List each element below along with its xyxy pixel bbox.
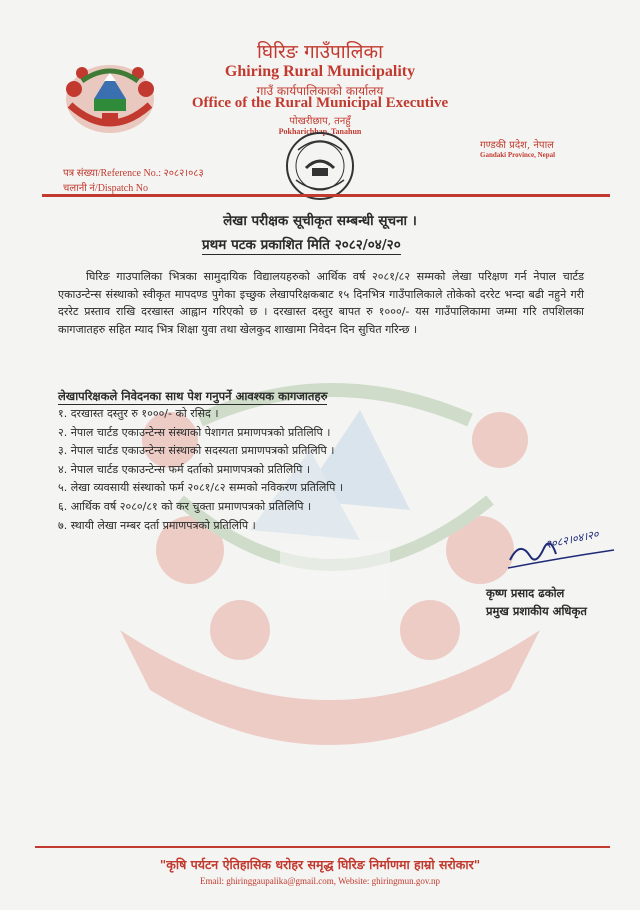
municipality-name-en: Ghiring Rural Municipality: [224, 63, 416, 80]
list-item: ७. स्थायी लेखा नम्बर दर्ता प्रमाणपत्रको प्रतिलिपि ।: [58, 518, 256, 532]
address-en: Pokharichhap, Tanahun: [278, 127, 362, 136]
required-documents-heading: लेखापरिक्षकले निवेदनका साथ पेश गनुपर्ने आवश्यक कागजातहरु: [58, 389, 328, 403]
signature-date: २०८२।०४।२०: [544, 527, 600, 552]
signer-title: प्रमुख प्रशाकीय अधिकृत: [486, 604, 587, 618]
municipality-stamp: [282, 128, 358, 204]
address-np: पोखरीछाप, तनहुँ: [289, 116, 351, 127]
footer-contact: Email: ghiringgaupalika@gmail.com, Website: ghiringmun.gov.np: [199, 876, 441, 886]
signer-name: कृष्ण प्रसाद ढकोल: [486, 586, 565, 600]
list-item: १. दरखास्त दस्तुर रु १०००/- को रसिद ।: [58, 407, 219, 420]
required-documents-list: [58, 405, 343, 535]
reference-number: पत्र संख्या/Reference No.: २०८२।०८३: [63, 168, 204, 179]
notice-paragraph: घिरिङ गाउपालिका भित्रका सामुदायिक विद्यालयहरुको आर्थिक वर्ष २०८१/८२ सम्मको लेखा परिक्षण गर्न नेपाल चार्टड एकाउन्टेन्स संस्थाको स्वीकृत मापदण्ड पुगेका इच्छुक लेखापरिक्षकबाट १५ दिनभित्र गाउँपालिकाले तोकेको दररेट भन्दा बढी नहुने गरी दररेट प्रस्ताव राखि दरखास्त आह्वान गरिएको छ । दरखास्त दस्तुर बापत रु १०००/- यस गाउँपालिकामा जम्मा गरि तपशिलका कागजातहरु सहित म्याद भित्र शिक्षा युवा तथा खेलकुद शाखामा निवेदन दिन सुचित गरिन्छ ।: [58, 270, 584, 336]
notice-title: लेखा परीक्षक सूचीकृत सम्बन्धी सूचना ।: [223, 213, 417, 229]
list-item: ४. नेपाल चार्टड एकाउन्टेन्स फर्म दर्ताको प्रमाणपत्रको प्रतिलिपि ।: [58, 462, 311, 476]
footer-divider: [35, 846, 610, 848]
signature: [500, 520, 620, 580]
header-divider: [42, 194, 610, 197]
province-np: गण्डकी प्रदेश, नेपाल: [480, 140, 554, 151]
province-en: Gandaki Province, Nepal: [480, 151, 556, 159]
dispatch-number: चलानी नं/Dispatch No: [63, 183, 148, 194]
list-item: २. नेपाल चार्टड एकाउन्टेन्स संस्थाको पेशागत प्रमाणपत्रको प्रतिलिपि ।: [58, 425, 331, 439]
list-item: ६. आर्थिक वर्ष २०८०/८१ को कर चुक्ता प्रमाणपत्रको प्रतिलिपि ।: [58, 499, 312, 513]
list-item: ३. नेपाल चार्टड एकाउन्टेन्स संस्थाको सदस्यता प्रमाणपत्रको प्रतिलिपि ।: [58, 444, 335, 458]
office-name-en: Office of the Rural Municipal Executive: [191, 95, 449, 111]
list-item: ५. लेखा व्यवसायी संस्थाको फर्म २०८१/८२ सम्मको नविकरण प्रतिलिपि ।: [58, 481, 344, 495]
office-name-np: गाउँ कार्यपालिकाको कार्यालय: [256, 84, 384, 98]
municipality-name-np: घिरिङ गाउँपालिका: [256, 41, 384, 63]
footer-slogan: "कृषि पर्यटन ऐतिहासिक धरोहर समृद्ध घिरिङ निर्माणमा हाम्रो सरोकार": [159, 857, 481, 872]
first-published-date: प्रथम पटक प्रकाशित मिति २०८२/०४/२०: [202, 237, 401, 253]
